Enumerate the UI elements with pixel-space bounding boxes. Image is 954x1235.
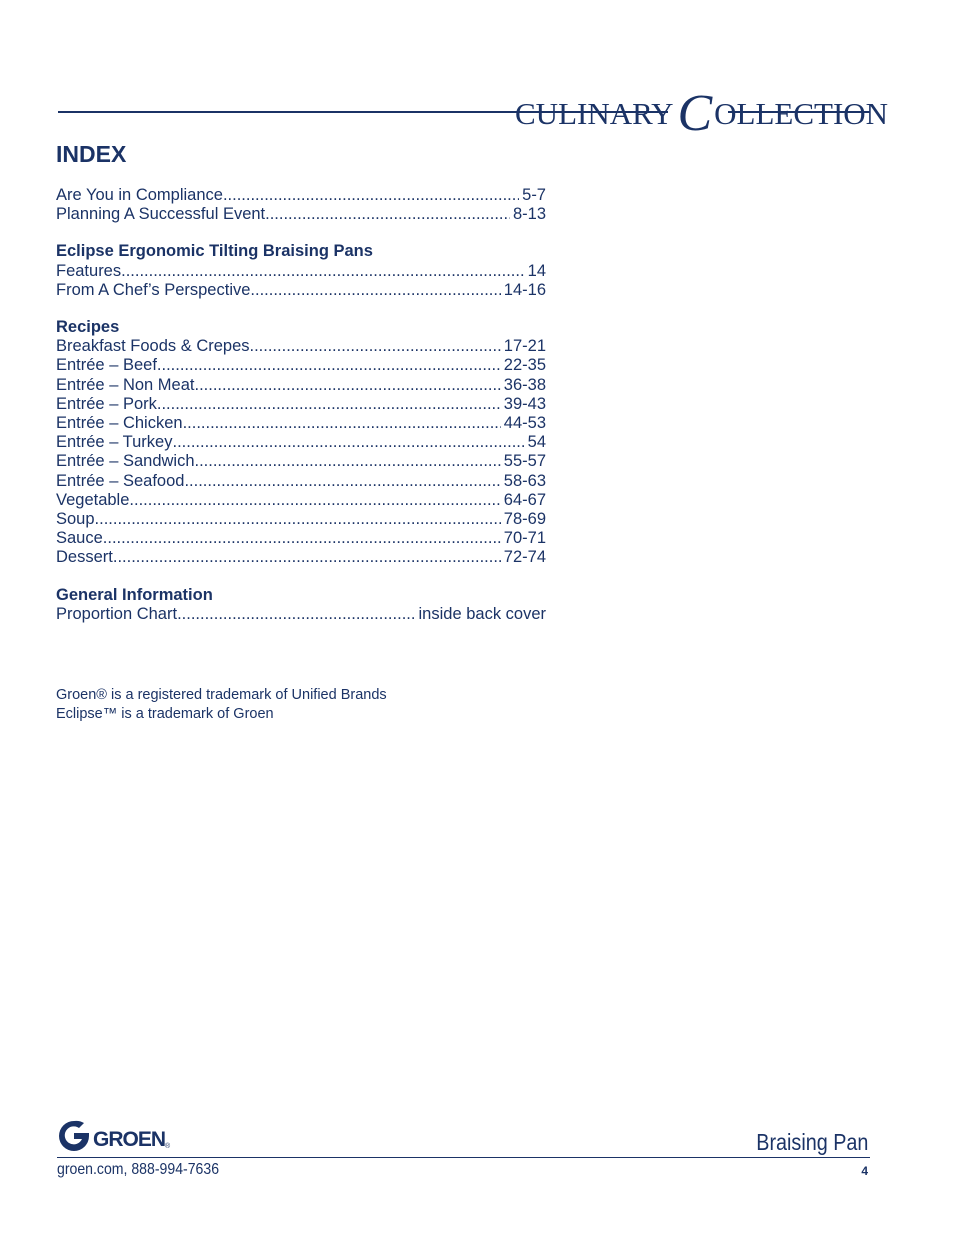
toc-entry (56, 337, 546, 356)
toc-entry-page: 78-69 (503, 510, 546, 529)
table-of-contents (56, 186, 546, 624)
toc-entry-page: 54 (527, 433, 546, 452)
toc-group-recipes (56, 337, 546, 567)
toc-entry-page: 14 (527, 261, 546, 280)
toc-group-general (56, 186, 546, 224)
brand-ornate-letter: C (677, 85, 713, 142)
toc-leader-dots (172, 433, 524, 452)
eclipse-trademark: Eclipse™ is a trademark of Groen (56, 706, 274, 722)
toc-entry (56, 281, 546, 300)
toc-entry-page: 58-63 (503, 471, 546, 490)
toc-heading-recipes: Recipes (56, 318, 120, 337)
toc-leader-dots (177, 605, 415, 624)
toc-entry-page: 14-16 (503, 280, 546, 299)
toc-entry (56, 262, 546, 281)
toc-group-info (56, 605, 546, 624)
toc-leader-dots (157, 395, 501, 414)
toc-leader-dots (250, 281, 500, 300)
toc-entry-page: 5-7 (522, 186, 546, 204)
toc-leader-dots (95, 510, 501, 529)
toc-entry-page: 64-67 (503, 490, 546, 509)
toc-entry-page: 8-13 (512, 205, 546, 224)
toc-leader-dots (129, 491, 500, 510)
toc-entry (56, 205, 546, 224)
toc-entry-label: Entrée – Turkey (56, 433, 173, 452)
toc-leader-dots (195, 376, 501, 395)
toc-leader-dots (250, 337, 501, 356)
toc-entry (56, 452, 546, 471)
brand-left-text: CULINARY (515, 96, 674, 131)
toc-entry-page: inside back cover (418, 604, 546, 623)
toc-entry-label: Planning A Successful Event (56, 205, 266, 224)
toc-entry-label: From A Chef’s Perspective (56, 280, 251, 299)
toc-entry-label: Entrée – Seafood (56, 471, 185, 490)
toc-entry-label: Entrée – Pork (56, 394, 157, 413)
toc-entry (56, 605, 546, 624)
toc-entry-label: Entrée – Beef (56, 356, 157, 375)
toc-entry-label: Vegetable (56, 490, 130, 509)
trademark-notes (56, 686, 387, 724)
toc-entry-page: 22-35 (503, 356, 546, 375)
toc-entry (56, 472, 546, 491)
toc-leader-dots (121, 262, 525, 281)
groen-trademark: Groen® is a registered trademark of Unified Brands (56, 687, 387, 703)
toc-leader-dots (183, 414, 501, 433)
index-title: INDEX (56, 141, 127, 167)
groen-logo-reg: ® (165, 1142, 171, 1150)
toc-heading-general-information: General Information (56, 585, 213, 604)
footer-rule (57, 1157, 870, 1158)
toc-entry (56, 414, 546, 433)
brand-right-text: OLLECTION (714, 96, 889, 131)
toc-entry (56, 548, 546, 567)
groen-logo-text: GROEN (93, 1128, 166, 1151)
toc-entry-page: 70-71 (503, 529, 546, 548)
toc-entry (56, 356, 546, 375)
toc-entry (56, 395, 546, 414)
toc-entry (56, 376, 546, 395)
toc-entry (56, 186, 546, 205)
toc-entry-label: Entrée – Sandwich (56, 452, 195, 471)
toc-leader-dots (184, 472, 500, 491)
toc-entry-page: 17-21 (503, 337, 546, 356)
toc-entry-label: Proportion Chart (56, 604, 178, 623)
toc-leader-dots (113, 548, 501, 567)
toc-entry-label: Breakfast Foods & Crepes (56, 337, 250, 356)
toc-leader-dots (103, 529, 501, 548)
toc-entry-label: Dessert (56, 548, 113, 567)
culinary-collection-logo (515, 78, 889, 142)
toc-leader-dots (223, 186, 519, 205)
toc-entry-label: Entrée – Non Meat (56, 375, 195, 394)
toc-leader-dots (157, 356, 501, 375)
toc-entry-label: Sauce (56, 529, 103, 548)
toc-entry-label: Features (56, 261, 122, 280)
toc-heading-eclipse: Eclipse Ergonomic Tilting Braising Pans (56, 242, 373, 261)
groen-logo (57, 1118, 170, 1154)
contact-info: groen.com, 888-994-7636 (57, 1161, 220, 1178)
toc-entry-label: Are You in Compliance (56, 186, 223, 204)
toc-entry-page: 44-53 (503, 414, 546, 433)
groen-g-icon (57, 1119, 91, 1153)
toc-entry (56, 491, 546, 510)
page-number: 4 (861, 1164, 868, 1178)
product-name: Braising Pan (755, 1129, 868, 1155)
toc-entry (56, 433, 546, 452)
toc-entry-page: 55-57 (503, 452, 546, 471)
toc-leader-dots (265, 205, 510, 224)
toc-group-eclipse (56, 262, 546, 300)
toc-entry-label: Entrée – Chicken (56, 414, 183, 433)
toc-entry-label: Soup (56, 510, 95, 529)
toc-entry (56, 510, 546, 529)
toc-entry-page: 72-74 (503, 548, 546, 567)
toc-entry-page: 36-38 (503, 375, 546, 394)
toc-entry-page: 39-43 (503, 394, 546, 413)
toc-leader-dots (195, 452, 501, 471)
toc-entry (56, 529, 546, 548)
